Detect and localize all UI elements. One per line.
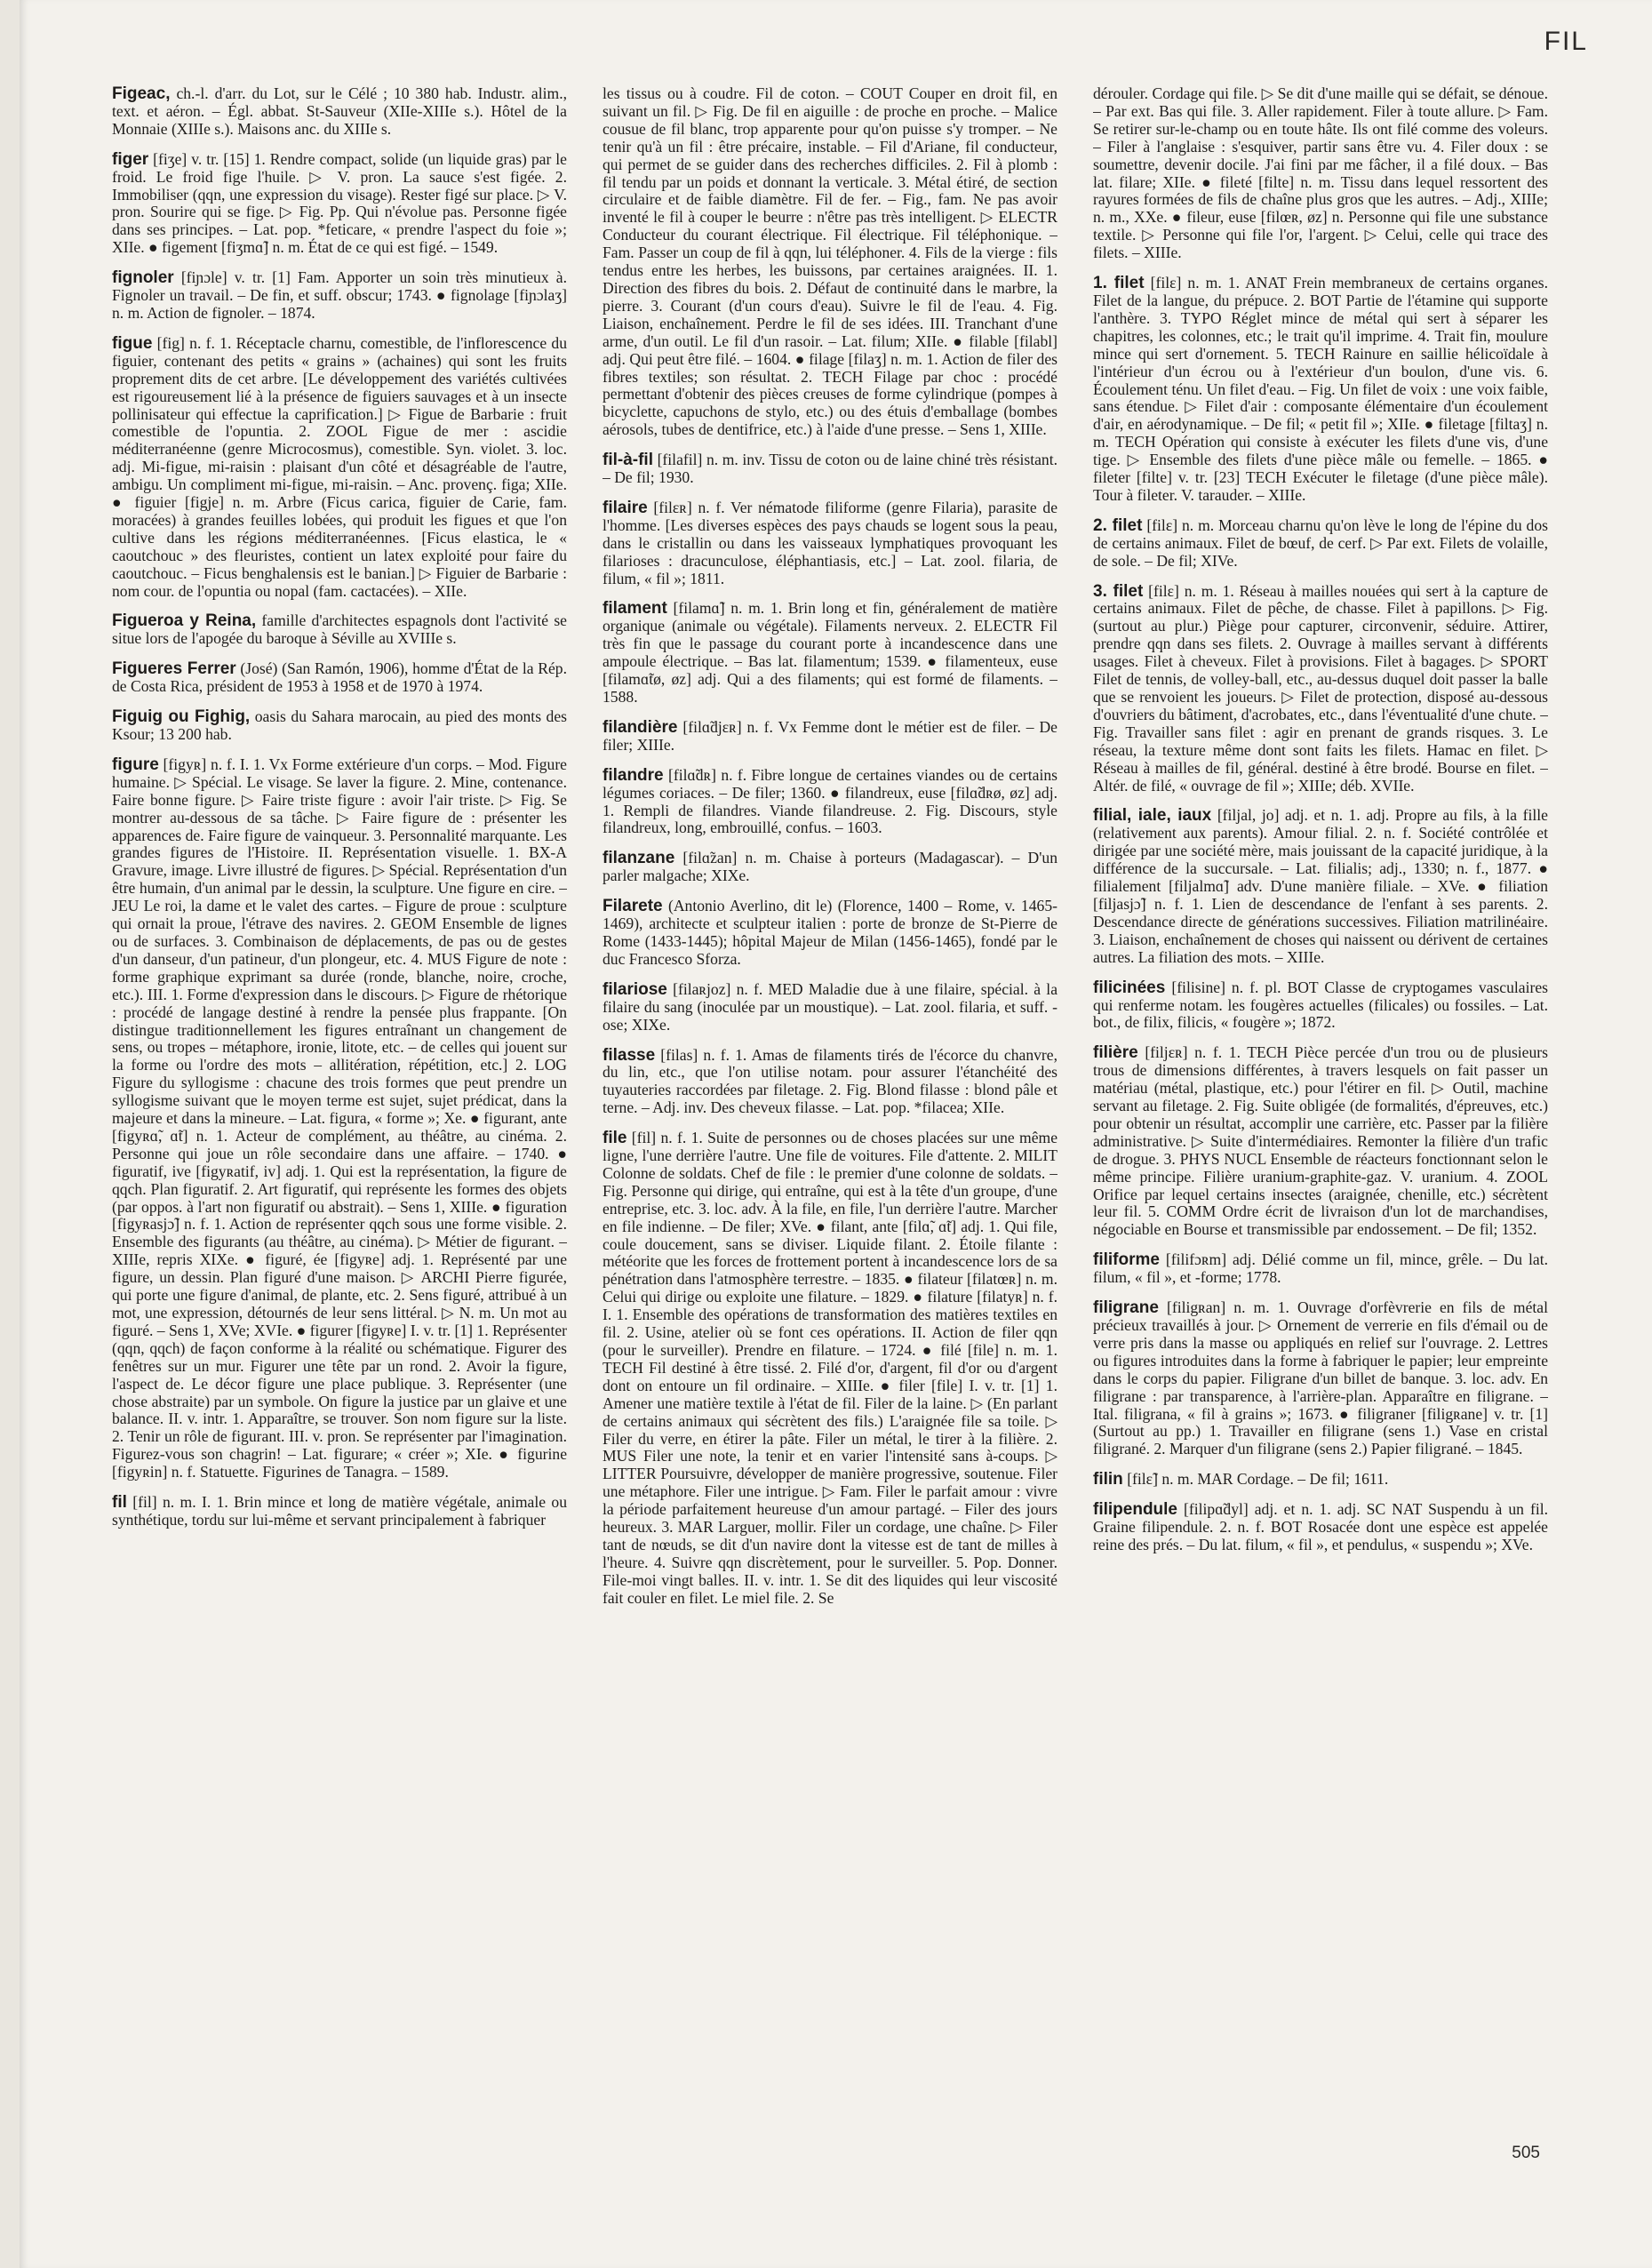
entry-definition: [filifɔʀm] adj. Délié comme un fil, mince, grêle. – Du lat. filum, « fil », et -forme; 1778. xyxy=(1093,1250,1548,1287)
entry-definition: [filɛ] n. m. 1. ANAT Frein membraneux de certains organes. Filet de la langue, du prépuce. 2. BOT Partie de l'étamine qui supporte l'anthère. 3. TYPO Réglet mince de métal qui sert à séparer les chapitres, les colonnes, etc.; le trait qu'il imprime. 4. Trait fin, moulure mince qui sert d'ornement. 5. TECH Rainure en saillie hélicoïdale à l'intérieur d'un écrou ou à l'extérieur d'un boulon, d'une vis. 6. Écoulement ténu. Un filet d'eau. – Fig. Un filet de voix : une voix faible, sans étendue. ▷ Filet d'air : composante élémentaire d'un écoulement d'air, en aérodynamique. – De fil; « petit fil »; XIIe. ● filetage [filtaʒ] n. m. TECH Opération qui consiste à exécuter les filets d'une vis, d'une tige. ▷ Ensemble des filets d'une pièce mâle ou femelle. – 1865. ● fileter [filte] v. tr. [23] TECH Exécuter le filetage (d'une pièce mâle). Tour à fileter. V. tarauder. – XIIIe. xyxy=(1093,274,1548,504)
entry-headword: filament xyxy=(603,599,667,619)
entry-headword: figue xyxy=(112,333,153,353)
dictionary-entry xyxy=(112,612,567,648)
entry-headword: filial, iale, iaux xyxy=(1093,806,1212,826)
entry-definition: [filisine] n. f. pl. BOT Classe de cryptogames vasculaires qui renferme notam. les fougères actuelles (filicales) ou fossiles. – Lat. bot., de filix, filicis, « fougère »; 1872. xyxy=(1093,978,1548,1032)
entry-definition: [filɑ̃dʀ] n. f. Fibre longue de certaines viandes ou de certains légumes coriaces. – De filer; 1360. ● filandreux, euse [filɑ̃dʀø, øz] adj. 1. Rempli de filandres. Viande filandreuse. 2. Fig. Discours, style filandreux, long, embrouillé, confus. – 1603. xyxy=(603,765,1057,837)
page-number: 505 xyxy=(1512,2144,1540,2162)
dictionary-entry xyxy=(603,85,1057,439)
entry-headword: 2. filet xyxy=(1093,515,1143,535)
dictionary-entry xyxy=(1093,1251,1548,1287)
entry-definition: [filafil] n. m. inv. Tissu de coton ou de laine chiné très résistant. – De fil; 1930. xyxy=(603,451,1057,487)
dictionary-entry xyxy=(1093,1299,1548,1458)
entry-headword: filanzane xyxy=(603,849,675,868)
dictionary-entry xyxy=(603,850,1057,885)
column-1 xyxy=(112,85,567,2094)
entry-headword: Figueroa y Reina, xyxy=(112,611,257,631)
entry-definition: [filɑ̃djɛʀ] n. f. Vx Femme dont le métier est de filer. – De filer; XIIIe. xyxy=(603,717,1057,754)
column-2 xyxy=(603,85,1057,2094)
entry-headword: file xyxy=(603,1129,627,1148)
entry-headword: 1. filet xyxy=(1093,274,1145,293)
dictionary-entry xyxy=(603,1047,1057,1118)
entry-definition: [filjal, jo] adj. et n. 1. adj. Propre au fils, à la fille (relativement aux parents). Amour filial. 2. n. f. Société contrôlée et dirigée par une société mère, mais jouissant de la capacité juridique, à la différence de la succursale. – Lat. filialis; adj., 1330; n. f., 1877. ● filialement [filjalmɑ̃] adv. D'une manière filiale. – XVe. ● filiation [filjasjɔ̃] n. f. 1. Lien de descendance de l'enfant à ses parents. 2. Descendance directe de générations successives. Filiation matrilinéaire. 3. Liaison, enchaînement de choses qui naissent ou dérivent de certaines autres. La filiation des mots. – XIIIe. xyxy=(1093,806,1548,966)
dictionary-entry xyxy=(603,981,1057,1034)
entry-definition: [filipɑ̃dyl] adj. et n. 1. adj. SC NAT Suspendu à un fil. Graine filipendule. 2. n. f. BOT Rosacée dont une espèce est appelée reine des prés. – Du lat. filum, « fil », et pendulus, « suspendu »; XVe. xyxy=(1093,1500,1548,1553)
entry-headword: filasse xyxy=(603,1045,656,1065)
dictionary-entry xyxy=(603,719,1057,755)
dictionary-entry xyxy=(603,898,1057,969)
dictionary-entry xyxy=(1093,275,1548,505)
entry-headword: fil xyxy=(112,1493,127,1513)
columns xyxy=(112,85,1548,2094)
dictionary-entry xyxy=(112,1494,567,1529)
dictionary-entry xyxy=(1093,807,1548,966)
entry-definition: (Antonio Averlino, dit le) (Florence, 1400 – Rome, v. 1465-1469), architecte et sculpteur italien : porte de bronze de St-Pierre de Rome (1433-1445); hôpital Majeur de Milan (1456-1465), fondé par le duc Francesco Sforza. xyxy=(603,897,1057,968)
dictionary-entry xyxy=(1093,1501,1548,1554)
dictionary-entry xyxy=(112,756,567,1481)
dictionary-entry xyxy=(1093,583,1548,795)
dictionary-entry xyxy=(603,767,1057,838)
entry-headword: 3. filet xyxy=(1093,581,1144,601)
entry-headword: filicinées xyxy=(1093,978,1166,997)
entry-headword: Filarete xyxy=(603,897,663,916)
entry-definition: [filɛ] n. m. Morceau charnu qu'on lève le long de l'épine du dos de certains animaux. Filet de bœuf, de cerf. ▷ Par ext. Filets de volaille, de sole. – De fil; XIVe. xyxy=(1093,515,1548,570)
dictionary-entry xyxy=(1093,85,1548,262)
entry-headword: filariose xyxy=(603,979,667,999)
entry-definition: [fiɲɔle] v. tr. [1] Fam. Apporter un soin très minutieux à. Fignoler un travail. – De fin, et suff. obscur; 1743. ● fignolage [fiɲɔlaʒ] n. m. Action de fignoler. – 1874. xyxy=(112,268,567,322)
entry-definition: [filɑ̃zan] n. m. Chaise à porteurs (Madagascar). – D'un parler malgache; XIXe. xyxy=(603,849,1057,885)
dictionary-entry xyxy=(1093,1044,1548,1239)
entry-headword: Figueres Ferrer xyxy=(112,659,236,679)
entry-definition: [fiʒe] v. tr. [15] 1. Rendre compact, solide (un liquide gras) par le froid. Le froid fige l'huile. ▷ V. pron. La sauce s'est figée. 2. Immobiliser (qqn, une expression du visage). Rester figé sur place. ▷ V. pron. Sourire qui se fige. ▷ Fig. Pp. Qui n'évolue pas. Personne figée dans ses principes. – Lat. pop. *feticare, « prendre l'aspect du foie »; XIIe. ● figement [fiʒmɑ̃] n. m. État de ce qui est figé. – 1549. xyxy=(112,149,567,257)
entry-definition: [filaʀjoz] n. f. MED Maladie due à une filaire, spécial. à la filaire du sang (inoculée par un moustique). – Lat. zool. filaria, et suff. -ose; XIXe. xyxy=(603,979,1057,1034)
entry-definition: ch.-l. d'arr. du Lot, sur le Célé ; 10 380 hab. Industr. alim., text. et aéron. – Égl. abbat. St-Sauveur (XIIe-XIIIe s.). Hôtel de la Monnaie (XIIIe s.). Maisons anc. du XIIIe s. xyxy=(112,85,567,138)
entry-definition: [fig] n. f. 1. Réceptacle charnu, comestible, de l'inflorescence du figuier, contenant des petits « grains » (achaines) qui sont les fruits proprement dits de cet arbre. [Le développement des variétés cultivées est rigoureusement lié à la présence de figuiers sauvages et à un insecte pollinisateur qui effectue la caprification.] ▷ Figue de Barbarie : fruit comestible de l'opuntia. 2. ZOOL Figue de mer : ascidie méditerranéenne (genre Microcosmus), comestible. Syn. violet. 3. loc. adj. Mi-figue, mi-raisin : plaisant d'un côté et désagréable de l'autre, ambigu. Un compliment mi-figue, mi-raisin. – Anc. provenç. figa; XIIe. ● figuier [figje] n. m. Arbre (Ficus carica, figuier de Carie, fam. moracées) à grandes feuilles lobées, qui produit les figues et que l'on cultive dans les régions méditerranéennes. [Ficus elastica, le « caoutchouc » des fleuristes, contient un latex exploité pour faire du caoutchouc. – Ficus benghalensis est le banian.] ▷ Figuier de Barbarie : nom cour. de l'opuntia ou nopal (fam. cactacées). – XIIe. xyxy=(112,333,567,600)
dictionary-entry xyxy=(1093,979,1548,1033)
dictionary-entry xyxy=(112,85,567,139)
entry-definition: les tissus ou à coudre. Fil de coton. – COUT Couper en droit fil, en suivant un fil. ▷ Fig. De fil en aiguille : de proche en proche. – Malice cousue de fil blanc, trop apparente pour qu'on puisse s'y tromper. – Ne tenir qu'à un fil : être précaire, instable. – Fil d'Ariane, fil conducteur, qui permet de se guider dans des recherches difficiles. 2. Fil à plomb : fil tendu par un poids et donnant la verticale. 3. Métal étiré, de section circulaire et de faible diamètre. Fil de fer. – Fig., fam. Ne pas avoir inventé le fil à couper le beurre : n'être pas très intelligent. ▷ ELECTR Conducteur du courant électrique. Fil électrique. Fil téléphonique. – Fam. Passer un coup de fil à qqn, lui téléphoner. 4. Fils de la vierge : fils tendus entre les herbes, les buissons, par certaines araignées. II. 1. Direction des fibres du bois. 2. Défaut de continuité dans le marbre, la pierre. 3. Courant (d'un cours d'eau). Suivre le fil de l'eau. 4. Fig. Liaison, enchaînement. Perdre le fil de ses idées. III. Tranchant d'une arme, d'un outil. Le fil d'un rasoir. – Lat. filum; XIIe. ● filable [filabl] adj. Qui peut être filé. – 1604. ● filage [filaʒ] n. m. 1. Action de filer des fibres textiles; son résultat. 2. TECH Filage par choc : procédé permettant d'obtenir des pièces creuses de forme cylindrique (pompes à bicyclette, capuchons de stylo, etc.) ou des étuis d'emballage (bombes aérosols, tubes de dentifrice, etc.) à l'aide d'une presse. – Sens 1, XIIIe. xyxy=(603,85,1057,439)
entry-headword: filandre xyxy=(603,765,664,785)
entry-headword: filaire xyxy=(603,498,648,517)
dictionary-entry xyxy=(603,451,1057,487)
entry-definition: [figyʀ] n. f. I. 1. Vx Forme extérieure d'un corps. – Mod. Figure humaine. ▷ Spécial. Le visage. Se laver la figure. 2. Mine, contenance. Faire bonne figure. ▷ Faire triste figure : avoir l'air triste. ▷ Fig. Se montrer au-dessous de sa tâche. ▷ Faire figure de : présenter les apparences de. Faire figure de vainqueur. 3. Personnalité marquante. Les grandes figures de l'Histoire. II. Représentation visuelle. 1. BX-A Gravure, image. Livre illustré de figures. ▷ Spécial. Représentation d'un être humain, d'un animal par le dessin, la sculpture. Une figure en cire. – JEU Le roi, la dame et le valet des cartes. – Figure de proue : sculpture qui ornait la proue, l'étrave des navires. 2. GEOM Ensemble de lignes ou de surfaces. 3. Combinaison de déplacements, de pas ou de gestes d'un danseur, d'un patineur, d'un plongeur, etc. 4. MUS Figure de note : forme graphique exprimant sa durée (ronde, blanche, noire, croche, etc.). III. 1. Forme d'expression dans le discours. ▷ Figure de rhétorique : procédé de langage destiné à rendre la pensée plus frappante. [On distingue traditionnellement les figures entraînant un changement de sens, ou tropes – métaphore, ironie, litote, etc. – de celles qui jouent sur la forme ou l'ordre des mots – allitération, répétition, etc.] 2. LOG Figure du syllogisme : chacune des trois formes que peut prendre un syllogisme suivant que le moyen terme est sujet, sujet prédicat, dans la majeure et dans la mineure. – Lat. figura, « forme »; Xe. ● figurant, ante [figyʀɑ̃, ɑ̃t] n. 1. Acteur de complément, au théâtre, au cinéma. 2. Personne qui joue un rôle secondaire dans une affaire. – 1740. ● figuratif, ive [figyʀatif, iv] adj. 1. Qui est la représentation, la figure de qqch. Plan figuratif. 2. Art figuratif, qui représente les formes des objets (par oppos. à l'art non figuratif ou abstrait). – Sens 1, XIIIe. ● figuration [figyʀasjɔ̃] n. f. 1. Action de représenter qqch sous une forme visible. 2. Ensemble des figurants (au théâtre, au cinéma). ▷ Métier de figurant. – XIIIe, repris XIXe. ● figuré, ée [figyʀe] adj. 1. Représenté par une figure, un dessin. Plan figuré d'une maison. ▷ ARCHI Pierre figurée, qui porte une figure d'animal, de plante, etc. 2. Sens figuré, attribué à un mot, une expression, détournés de leur sens littéral. ▷ N. m. Un mot au figuré. – Sens 1, XVe; XVIe. ● figurer [figyʀe] I. v. tr. [1] 1. Représenter (qqn, qqch) de façon conforme à la réalité ou schématique. Figurer des fenêtres sur un mur. Figurer une tête par un rond. 2. Avoir la figure, l'aspect de. Le décor figure une place publique. 3. Représenter (une chose abstraite) par un symbole. On figure la justice par un glaive et une balance. II. v. intr. 1. Apparaître, se trouver. Son nom figure sur la liste. 2. Tenir un rôle de figurant. III. v. pron. Se représenter par l'imagination. Figurez-vous son chagrin! – Lat. figurare; « créer »; XIe. ● figurine [figyʀin] n. f. Statuette. Figurines de Tanagra. – 1589. xyxy=(112,755,567,1481)
entry-definition: [filɛ̃] n. m. MAR Cordage. – De fil; 1611. xyxy=(1127,1470,1389,1489)
entry-definition: [filas] n. f. 1. Amas de filaments tirés de l'écorce du chanvre, du lin, etc., que l'on utilise notam. pour assurer l'étanchéité des tuyauteries raccordées par filetage. 2. Fig. Blond filasse : blond pâle et terne. – Adj. inv. Des cheveux filasse. – Lat. pop. *filacea; XIIe. xyxy=(603,1045,1057,1117)
entry-definition: oasis du Sahara marocain, au pied des monts des Ksour; 13 200 hab. xyxy=(112,707,567,743)
entry-definition: (José) (San Ramón, 1906), homme d'État de la Rép. de Costa Rica, président de 1953 à 1958 et de 1970 à 1974. xyxy=(112,659,567,696)
entry-definition: [filamɑ̃] n. m. 1. Brin long et fin, généralement de matière organique (animale ou végétale). Filaments nerveux. 2. ELECTR Fil très fin que le passage du courant porte à incandescence dans une ampoule électrique. – Bas lat. filamentum; 1539. ● filamenteux, euse [filamɑ̃tø, øz] adj. Qui a des filaments; qui est formé de filaments. – 1588. xyxy=(603,599,1057,706)
entry-headword: Figuig ou Fighig, xyxy=(112,707,251,727)
entry-headword: filandière xyxy=(603,717,678,737)
running-head: FIL xyxy=(1544,27,1588,56)
entry-headword: fignoler xyxy=(112,268,174,288)
dictionary-entry xyxy=(1093,517,1548,571)
entry-headword: filière xyxy=(1093,1043,1138,1063)
entry-definition: famille d'architectes espagnols dont l'activité se situe lors de l'apogée du baroque à Séville au XVIIIe s. xyxy=(112,611,567,648)
entry-headword: filin xyxy=(1093,1470,1123,1489)
dictionary-page xyxy=(20,0,1652,2268)
dictionary-entry xyxy=(603,1130,1057,1607)
dictionary-entry xyxy=(112,151,567,257)
dictionary-entry xyxy=(603,499,1057,588)
entry-headword: figure xyxy=(112,755,159,774)
entry-headword: filiforme xyxy=(1093,1250,1160,1270)
entry-headword: Figeac, xyxy=(112,85,171,103)
dictionary-entry xyxy=(112,708,567,744)
entry-definition: [filɛ] n. m. 1. Réseau à mailles nouées qui sert à la capture de certains animaux. Filet de pêche, de chasse. Filet à papillons. ▷ Fig. (surtout au plur.) Piège pour capturer, circonvenir, séduire. Attirer, prendre qqn dans ses filets. 2. Ouvrage à mailles servant à différents usages. Filet à cheveux. Filet à provisions. Filet à bagages. ▷ SPORT Filet de tennis, de volley-ball, etc., au-dessus duquel doit passer la balle que se renvoient les joueurs. ▷ Filet de protection, disposé au-dessous d'ouvriers du bâtiment, d'acrobates, etc., dans l'éventualité d'une chute. – Fig. Travailler sans filet : agir en prenant de grands risques. 3. Le réseau, la texture même dont sont faits les filets. Hamac en filet. ▷ Réseau à mailles de fil, général. destiné à être brodé. Bourse en filet. – Altér. de filé, « ouvrage de fil »; XIIIe; déb. XVIIe. xyxy=(1093,581,1548,795)
entry-headword: figer xyxy=(112,149,149,169)
entry-definition: dérouler. Cordage qui file. ▷ Se dit d'une maille qui se défait, se dénoue. – Par ext. Bas qui file. 3. Aller rapidement. Filer à toute allure. ▷ Fam. Se retirer sur-le-champ ou en toute hâte. Ils ont filé comme des voleurs. – Filer à l'anglaise : s'esquiver, partir sans être vu. 4. Filer doux : se soumettre, devenir docile. J'ai fini par me fâcher, il a filé doux. – Bas lat. filare; XIIe. ● fileté [filte] n. m. Tissu dans lequel ressortent des rayures formées de fils de chaîne plus gros que les autres. – Adj., XIIIe; n. m., XXe. ● fileur, euse [filœʀ, øz] n. Personne qui file une substance textile. ▷ Personne qui file l'or, l'argent. ▷ Celui, celle qui trace des filets. – XIIIe. xyxy=(1093,85,1548,262)
entry-definition: [filjɛʀ] n. f. 1. TECH Pièce percée d'un trou ou de plusieurs trous de dimensions différentes, à travers lesquels on fait passer un matériau (métal, plastique, etc.) pour l'étirer en fil. ▷ Outil, machine servant au filetage. 2. Fig. Suite obligée (de formalités, d'épreuves, etc.) pour obtenir un résultat, accomplir une carrière, etc. Passer par la filière administrative. ▷ Suite d'intermédiaires. Remonter la filière d'un trafic de drogue. 3. PHYS NUCL Ensemble de réacteurs fonctionnant selon le même principe. Filière uranium-graphite-gaz. V. uranium. 4. ZOOL Orifice par lequel certains insectes (araignée, chenille, etc.) sécrètent leur fil. 5. COMM Ordre écrit de livraison d'un lot de marchandises, négociable en Bourse et transmissible par endossement. – De fil; 1352. xyxy=(1093,1043,1548,1239)
entry-headword: fil-à-fil xyxy=(603,451,653,470)
dictionary-entry xyxy=(603,600,1057,706)
dictionary-entry xyxy=(112,269,567,323)
entry-headword: filigrane xyxy=(1093,1298,1159,1318)
entry-definition: [fil] n. f. 1. Suite de personnes ou de choses placées sur une même ligne, l'une derrière l'autre. Une file de voitures. File d'attente. 2. MILIT Colonne de soldats. Chef de file : le premier d'une colonne de soldats. – Fig. Personne qui dirige, qui entraîne, qui est à la tête d'un groupe, d'une entreprise, etc. 3. loc. adv. À la file, en file, l'un derrière l'autre. Marcher en file indienne. – De filer; XVe. ● filant, ante [filɑ̃, ɑ̃t] adj. 1. Qui file, coule doucement, sans se diviser. Liquide filant. 2. Étoile filante : météorite que les forces de frottement portent à incandescence lors de sa pénétration dans l'atmosphère terrestre. – 1835. ● filateur [filatœʀ] n. m. Celui qui dirige ou exploite une filature. – 1829. ● filature [filatyʀ] n. f. I. 1. Ensemble des opérations de transformation des matières textiles en fil. 2. Usine, atelier où se font ces opérations. II. Action de filer qqn (pour le surveiller). Prendre en filature. – 1724. ● filé [file] n. m. 1. TECH Fil destiné à être tissé. 2. Filé d'or, d'argent, fil d'or ou d'argent dont on entoure un fil ordinaire. – XIIIe. ● filer [file] I. v. tr. [1] 1. Amener une matière textile à l'état de fil. Filer de la laine. ▷ (En parlant de certains animaux qui sécrètent des fils.) L'araignée file sa toile. ▷ Filer du verre, en étirer la pâte. Filer un métal, le tirer à la filière. 2. MUS Filer une note, la tenir et en varier l'intensité sans à-coups. ▷ LITTER Poursuivre, développer de manière progressive, soutenue. Filer une métaphore. Filer une intrigue. ▷ Fam. Filer le parfait amour : vivre la période parfaitement heureuse d'un amour partagé. – Filer des jours heureux. 3. MAR Larguer, mollir. Filer un cordage, une chaîne. ▷ Filer tant de nœuds, se dit d'un navire dont la vitesse est de tant de milles à l'heure. 4. Suivre qqn discrètement, pour le surveiller. 5. Pop. Donner. File-moi vingt balles. II. v. intr. 1. Se dit des liquides qui leur viscosité fait couler en filet. Le miel file. 2. Se xyxy=(603,1129,1057,1607)
entry-definition: [filɛʀ] n. f. Ver nématode filiforme (genre Filaria), parasite de l'homme. [Les diverses espèces des pays chauds se logent sous la peau, dans le cristallin ou dans les vaisseaux lymphatiques provoquant les filarioses : dracunculose, éléphantiasis, etc.] – Lat. zool. filaria, de filum, « fil »; 1811. xyxy=(603,498,1057,587)
entry-definition: [fil] n. m. I. 1. Brin mince et long de matière végétale, animale ou synthétique, tordu sur lui-même et servant principalement à fabriquer xyxy=(112,1493,567,1529)
dictionary-entry xyxy=(1093,1471,1548,1489)
entry-definition: [filigʀan] n. m. 1. Ouvrage d'orfèvrerie en fils de métal précieux travaillés à jour. ▷ Ornement de verrerie en fils d'émail ou de verre pris dans la masse ou appliqués en relief sur l'ouvrage. 2. Lettres ou figures introduites dans la forme à fabriquer le papier; leur empreinte dans le corps du papier. Filigrane d'un billet de banque. 3. loc. adv. En filigrane : par transparence, à l'arrière-plan. Apparaître en filigrane. – Ital. filigrana, « fil à grains »; 1673. ● filigraner [filigʀane] v. tr. [1] (Surtout au pp.) 1. Travailler en filigrane (sens 1.) Vase en cristal filigrané. 2. Marquer d'un filigrane (sens 2.) Papier filigrané. – 1845. xyxy=(1093,1298,1548,1458)
column-3 xyxy=(1093,85,1548,2094)
dictionary-entry xyxy=(112,335,567,601)
dictionary-entry xyxy=(112,660,567,696)
entry-headword: filipendule xyxy=(1093,1500,1177,1520)
